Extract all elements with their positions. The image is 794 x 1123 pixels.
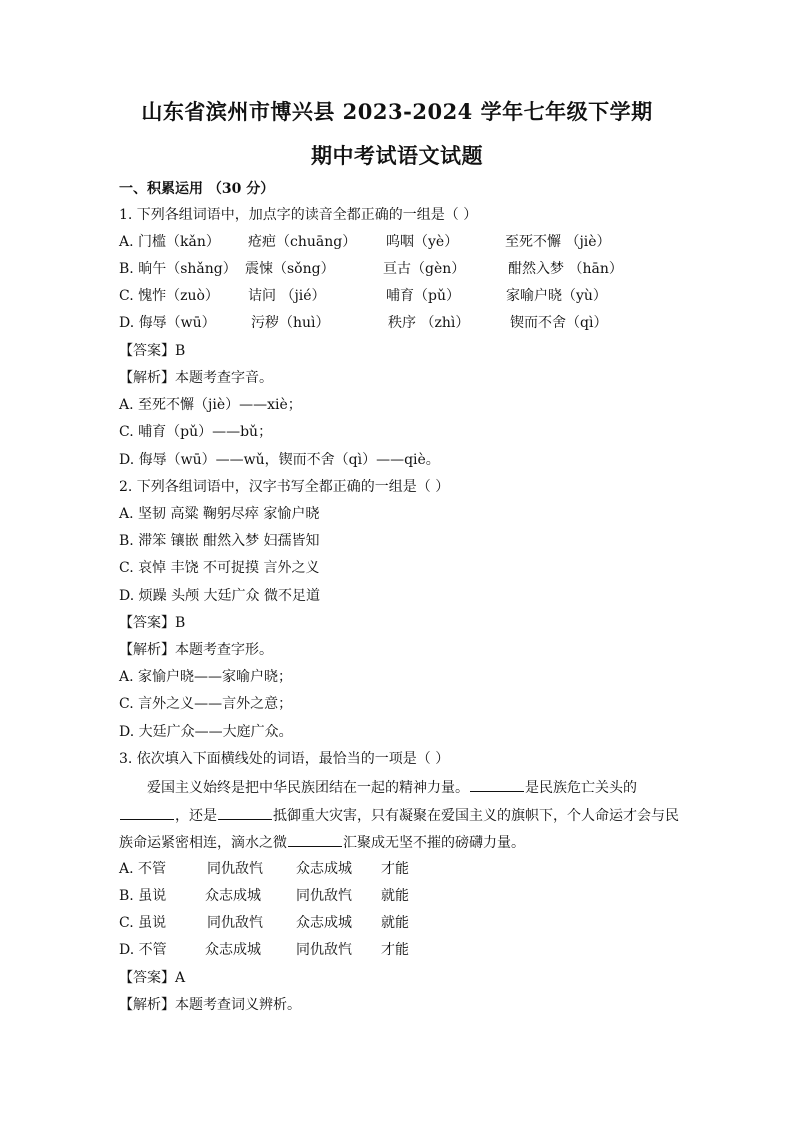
q3-option-c-3: 众志成城	[296, 915, 352, 931]
q1-option-b-3: 亘古（gèn）	[383, 261, 466, 277]
q3-option-b-2: 众志成城	[205, 888, 261, 904]
q3-option-c-4: 就能	[381, 915, 409, 931]
q1-note-a: A. 至死不懈（jiè）——xiè；	[119, 397, 302, 413]
q3-option-a-1: A. 不管	[119, 861, 167, 877]
q2-analysis: 【解析】本题考查字形。	[119, 642, 273, 658]
q2-note-c: C. 言外之义——言外之意；	[119, 696, 293, 712]
q1-option-b-4: 酣然入梦 （hān）	[508, 261, 623, 277]
q3-passage-text: 汇聚成无坚不摧的磅礴力量。	[343, 835, 525, 851]
q3-option-a-4: 才能	[381, 861, 409, 877]
q3-option-c-1: C. 虽说	[119, 915, 167, 931]
q3-passage-line-1	[147, 777, 637, 798]
q3-answer: 【答案】A	[119, 970, 186, 986]
fill-blank-1	[470, 777, 524, 792]
q1-option-c-2: 诘问 （jié）	[248, 288, 326, 304]
q3-option-a-3: 众志成城	[296, 861, 352, 877]
q3-passage-line-3	[119, 832, 525, 853]
q1-option-a-4: 至死不懈 （jiè）	[505, 234, 611, 250]
page-title: 山东省滨州市博兴县 2023-2024 学年七年级下学期	[141, 99, 653, 124]
fill-blank-4	[288, 832, 342, 847]
q2-note-d: D. 大廷广众——大庭广众。	[119, 724, 293, 740]
q3-option-b-1: B. 虽说	[119, 888, 167, 904]
q1-option-d-2: 污秽（huì）	[251, 315, 330, 331]
q3-passage-text: ，还是	[175, 808, 217, 824]
q2-option-d: D. 烦躁 头颅 大廷广众 微不足道	[119, 588, 320, 604]
q1-option-a-2: 疮疤（chuāng）	[248, 234, 357, 250]
q1-option-c-1: C. 愧怍（zuò）	[119, 288, 219, 304]
fill-blank-2	[120, 805, 174, 820]
q3-passage-text: 爱国主义始终是把中华民族团结在一起的精神力量。	[147, 780, 469, 796]
section-heading: 一、积累运用 （30 分）	[119, 181, 275, 197]
q3-analysis: 【解析】本题考查词义辨析。	[119, 997, 301, 1013]
q1-option-b-1: B. 晌午（shǎng）	[119, 261, 237, 277]
q1-analysis: 【解析】本题考查字音。	[119, 370, 273, 386]
q2-option-a: A. 坚韧 高粱 鞠躬尽瘁 家愉户晓	[119, 506, 320, 522]
q1-option-d-1: D. 侮辱（wū）	[119, 315, 216, 331]
q2-option-b: B. 滞笨 镶嵌 酣然入梦 妇孺皆知	[119, 533, 320, 549]
q2-note-a: A. 家愉户晓——家喻户晓；	[119, 669, 293, 685]
q3-option-b-4: 就能	[381, 888, 409, 904]
q3-option-d-2: 众志成城	[205, 942, 261, 958]
q2-option-c: C. 哀悼 丰饶 不可捉摸 言外之义	[119, 560, 320, 576]
question-3-stem: 3. 依次填入下面横线处的词语，最恰当的一项是（ ）	[119, 751, 450, 767]
q1-option-a-1: A. 门槛（kǎn）	[119, 234, 220, 250]
question-2-stem: 2. 下列各组词语中，汉字书写全都正确的一组是（ ）	[119, 479, 450, 495]
q1-option-d-4: 锲而不舍（qì）	[510, 315, 608, 331]
q1-option-c-4: 家喻户晓（yù）	[506, 288, 607, 304]
fill-blank-3	[218, 805, 272, 820]
q3-option-c-2: 同仇敌忾	[207, 915, 263, 931]
q1-note-d: D. 侮辱（wū）——wǔ，锲而不舍（qì）——qiè。	[119, 452, 440, 468]
q1-option-b-2: 震悚（sǒng）	[245, 261, 335, 277]
q3-option-b-3: 同仇敌忾	[296, 888, 352, 904]
q3-option-d-4: 才能	[381, 942, 409, 958]
page-subtitle: 期中考试语文试题	[311, 143, 483, 168]
q1-option-a-3: 呜咽（yè）	[386, 234, 459, 250]
q3-passage-text: 族命运紧密相连，滴水之微	[119, 835, 287, 851]
q1-option-d-3: 秩序 （zhì）	[388, 315, 470, 331]
q3-option-a-2: 同仇敌忾	[207, 861, 263, 877]
q2-answer: 【答案】B	[119, 615, 186, 631]
q1-answer: 【答案】B	[119, 343, 186, 359]
q3-passage-text: 抵御重大灾害，只有凝聚在爱国主义的旗帜下，个人命运才会与民	[273, 808, 679, 824]
q1-option-c-3: 哺育（pǔ）	[386, 288, 460, 304]
q3-passage-line-2	[119, 805, 679, 826]
q3-option-d-3: 同仇敌忾	[296, 942, 352, 958]
q1-note-c: C. 哺育（pǔ）——bǔ；	[119, 424, 273, 440]
q3-passage-text: 是民族危亡关头的	[525, 780, 637, 796]
question-1-stem: 1. 下列各组词语中，加点字的读音全都正确的一组是（ ）	[119, 207, 478, 223]
q3-option-d-1: D. 不管	[119, 942, 167, 958]
